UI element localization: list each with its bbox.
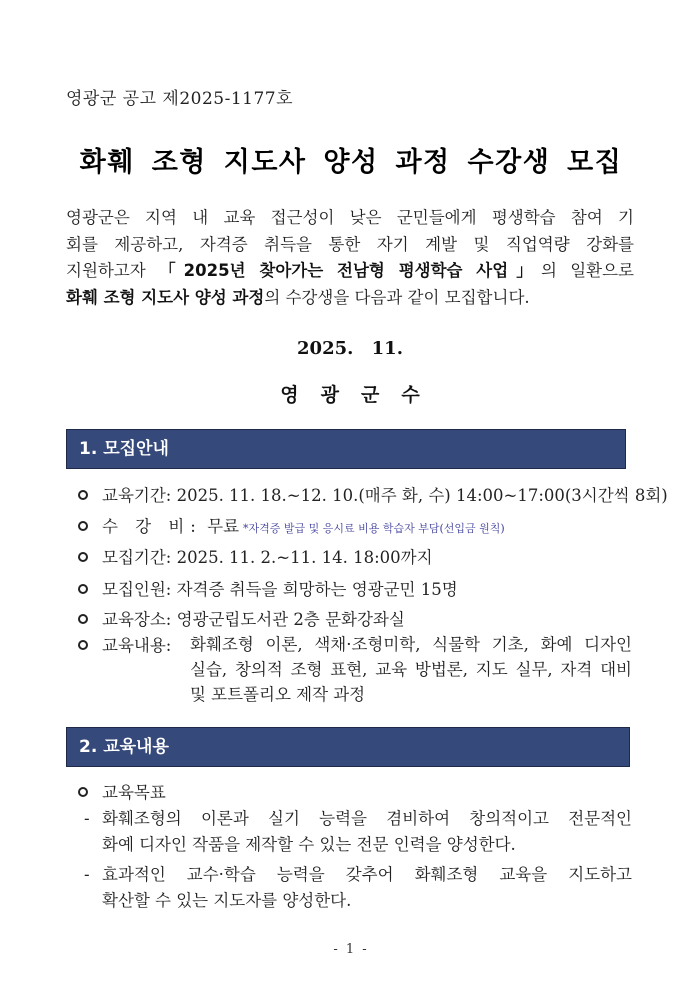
fee-note: *자격증 발급 및 응시료 비용 학습자 부담(선입금 원칙) xyxy=(243,522,505,535)
section-header-recruitment: 1. 모집안내 xyxy=(66,429,626,469)
item-value-lines xyxy=(190,632,632,707)
item-label: 교육내용: xyxy=(102,636,172,655)
circle-bullet-icon xyxy=(78,787,88,797)
goal-item-2 xyxy=(84,862,632,914)
document-title: 화훼 조형 지도사 양성 과정 수강생 모집 xyxy=(79,147,623,178)
goal-1-line-2: 화예 디자인 작품을 제작할 수 있는 전문 인력을 양성한다. xyxy=(102,835,516,854)
course-name-bold: 화훼 조형 지도사 양성 과정 xyxy=(66,287,265,307)
content-line-2: 실습, 창의적 조형 표현, 교육 방법론, 지도 실무, 자격 대비 xyxy=(190,660,632,679)
intro-line-1: 영광군은 지역 내 교육 접근성이 낮은 군민들에게 평생학습 참여 기 xyxy=(66,208,634,227)
intro-line-2: 회를 제공하고, 자격증 취득을 통한 자기 계발 및 직업역량 강화를 xyxy=(66,234,634,254)
dash-icon: - xyxy=(84,865,90,884)
info-item-capacity xyxy=(78,576,458,600)
intro-line-3-post: 의 일환으로 xyxy=(540,261,634,280)
goal-text xyxy=(102,862,632,914)
goal-2-line-1: 효과적인 교수·학습 능력을 갖추어 화훼조형 교육을 지도하고 xyxy=(102,865,632,884)
goal-item-1 xyxy=(84,806,632,858)
page-number: - 1 - xyxy=(333,942,367,957)
item-label: 교육목표 xyxy=(102,783,166,802)
issue-date: 2025. 11. xyxy=(297,338,403,359)
circle-bullet-icon xyxy=(78,584,88,594)
circle-bullet-icon xyxy=(78,614,88,624)
item-value: 2025. 11. 18.~12. 10.(매주 화, 수) 14:00~17:00(3시간씩 8회) xyxy=(176,486,668,505)
program-name-bold: 「2025년 찾아가는 전남형 평생학습 사업」 xyxy=(159,261,541,280)
intro-paragraph xyxy=(66,205,634,311)
goal-1-line-1: 화훼조형의 이론과 실기 능력을 겸비하여 창의적이고 전문적인 xyxy=(102,809,632,828)
content-line-1: 화훼조형 이론, 색채·조형미학, 식물학 기초, 화예 디자인 xyxy=(190,635,632,654)
goal-2-line-2: 확산할 수 있는 지도자를 양성한다. xyxy=(102,891,352,910)
item-label: 모집인원: xyxy=(102,580,172,599)
item-value: 영광군립도서관 2층 문화강좌실 xyxy=(176,610,405,629)
notice-number: 영광군 공고 제2025-1177호 xyxy=(66,89,294,109)
content-line-3: 및 포트폴리오 제작 과정 xyxy=(190,685,366,704)
item-value: 자격증 취득을 희망하는 영광군민 15명 xyxy=(176,580,458,599)
item-label-wrap xyxy=(78,632,190,707)
education-goal-heading xyxy=(78,779,166,803)
info-item-location xyxy=(78,606,405,630)
intro-line-4-post: 의 수강생을 다음과 같이 모집합니다. xyxy=(264,287,530,307)
dash-icon: - xyxy=(84,809,90,828)
item-label: 모집기간: xyxy=(102,548,172,567)
info-item-content xyxy=(78,632,632,707)
section-header-education: 2. 교육내용 xyxy=(66,727,630,767)
intro-line-3 xyxy=(66,258,634,285)
item-label: 수 강 비: xyxy=(102,517,202,536)
circle-bullet-icon xyxy=(78,552,88,562)
info-item-fee xyxy=(78,513,505,537)
info-item-recruit-period xyxy=(78,544,433,568)
circle-bullet-icon xyxy=(78,490,88,500)
circle-bullet-icon xyxy=(78,640,88,650)
signer: 영광군수 xyxy=(280,384,442,406)
item-value: 무료 xyxy=(207,517,240,536)
intro-line-4 xyxy=(66,285,634,312)
item-label: 교육장소: xyxy=(102,610,172,629)
circle-bullet-icon xyxy=(78,521,88,531)
intro-line-3-pre: 지원하고자 xyxy=(66,261,160,280)
info-item-period xyxy=(78,482,668,506)
item-label: 교육기간: xyxy=(102,486,172,505)
item-value: 2025. 11. 2.~11. 14. 18:00까지 xyxy=(176,548,433,567)
goal-text xyxy=(102,806,632,858)
